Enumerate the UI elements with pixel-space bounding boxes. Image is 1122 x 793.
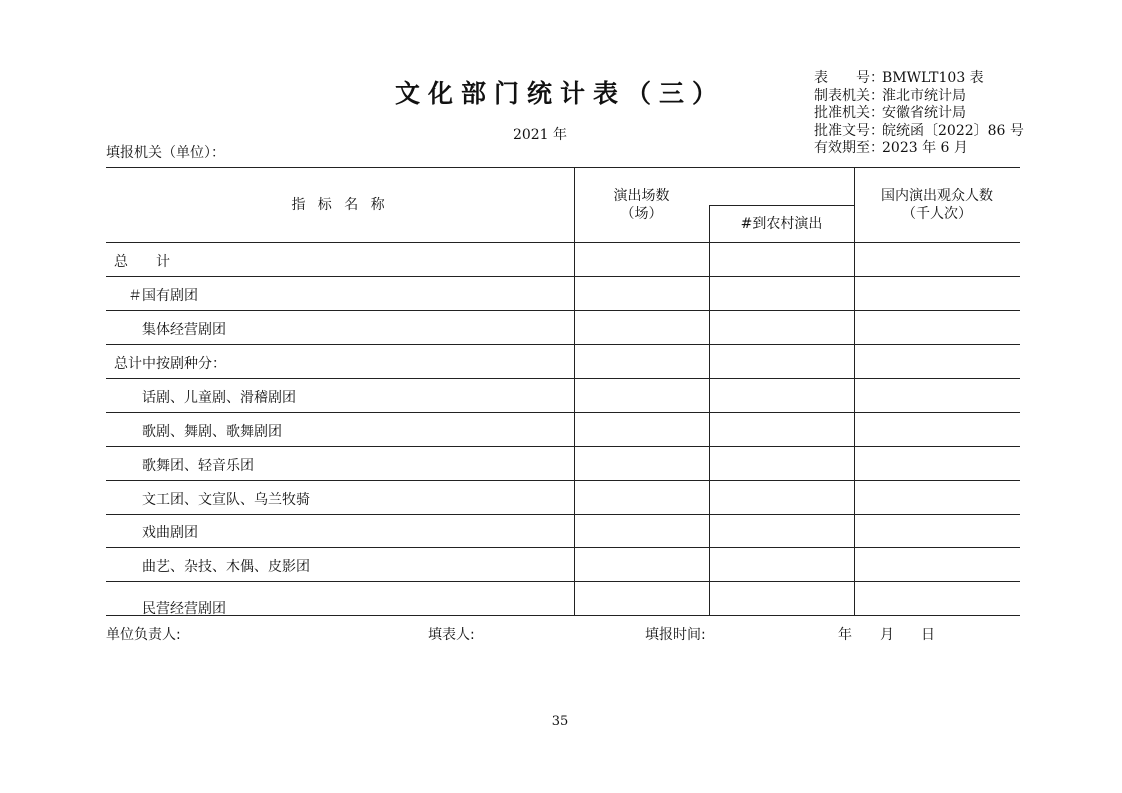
meta-row <box>814 105 1024 123</box>
header-performances: 演出场数 <box>613 188 670 204</box>
meta-value: 淮北市统计局 <box>882 87 966 104</box>
statistics-table <box>106 167 1020 616</box>
meta-value: 安徽省统计局 <box>882 105 966 121</box>
meta-value: 2023 年 6 月 <box>882 140 968 156</box>
row-divider <box>106 412 1020 413</box>
row-label: 文工团、文宣队、乌兰牧骑 <box>142 492 310 508</box>
row-divider <box>106 310 1020 311</box>
meta-row <box>814 70 1024 88</box>
meta-label: 表 号： <box>814 70 884 86</box>
row-divider <box>106 514 1020 515</box>
form-meta <box>814 70 1024 158</box>
header-audience-unit: （千人次） <box>902 206 972 222</box>
footer-day: 日 <box>921 627 935 643</box>
row-divider <box>106 242 1020 243</box>
row-label: 曲艺、杂技、木偶、皮影团 <box>142 559 310 575</box>
meta-row <box>814 123 1024 141</box>
reporting-org-label: 填报机关（单位）： <box>106 145 225 161</box>
row-divider <box>106 378 1020 379</box>
row-label: 话剧、儿童剧、滑稽剧团 <box>142 390 296 406</box>
meta-row <box>814 88 1024 106</box>
header-performances-unit: （场） <box>620 206 663 222</box>
meta-label: 批准机关： <box>814 105 884 121</box>
row-label: 总 计 <box>114 254 170 270</box>
header-indicator: 指 标 名 称 <box>291 197 389 213</box>
meta-value: 皖统函〔2022〕86 号 <box>882 122 1024 139</box>
meta-label: 制表机关： <box>814 87 884 104</box>
page-number: 35 <box>551 714 569 729</box>
row-label: 歌舞团、轻音乐团 <box>142 458 254 474</box>
column-divider <box>854 167 855 615</box>
meta-label: 有效期至： <box>814 140 884 156</box>
column-divider <box>574 167 575 615</box>
row-divider <box>106 480 1020 481</box>
row-divider <box>106 581 1020 582</box>
header-audience: 国内演出观众人数 <box>881 188 993 204</box>
header-rural: #到农村演出 <box>740 216 823 232</box>
row-divider <box>106 547 1020 548</box>
header-divider <box>709 205 854 206</box>
meta-value: BMWLT103 表 <box>882 70 984 86</box>
footer-month: 月 <box>880 627 894 643</box>
row-label: 民营经营剧团 <box>142 601 226 617</box>
row-divider <box>106 344 1020 345</box>
row-label: 歌剧、舞剧、歌舞剧团 <box>142 424 282 440</box>
meta-label: 批准文号： <box>814 122 884 139</box>
row-divider <box>106 276 1020 277</box>
row-label: 集体经营剧团 <box>142 322 226 338</box>
footer-unit-head: 单位负责人: <box>106 627 181 643</box>
row-divider <box>106 446 1020 447</box>
footer-year: 年 <box>838 627 852 643</box>
table-border-top <box>106 167 1020 168</box>
footer-fill-time: 填报时间: <box>645 627 706 643</box>
table-border-bottom <box>106 615 1020 616</box>
row-label: 戏曲剧团 <box>142 525 198 541</box>
row-label: 总计中按剧种分： <box>114 356 226 372</box>
footer-filler: 填表人: <box>428 627 475 643</box>
report-year: 2021 年 <box>512 127 568 143</box>
page-title: 文化部门统计表（三） <box>394 79 725 108</box>
row-label: ＃国有剧团 <box>128 288 198 304</box>
column-divider <box>709 205 710 615</box>
meta-row <box>814 140 1024 158</box>
